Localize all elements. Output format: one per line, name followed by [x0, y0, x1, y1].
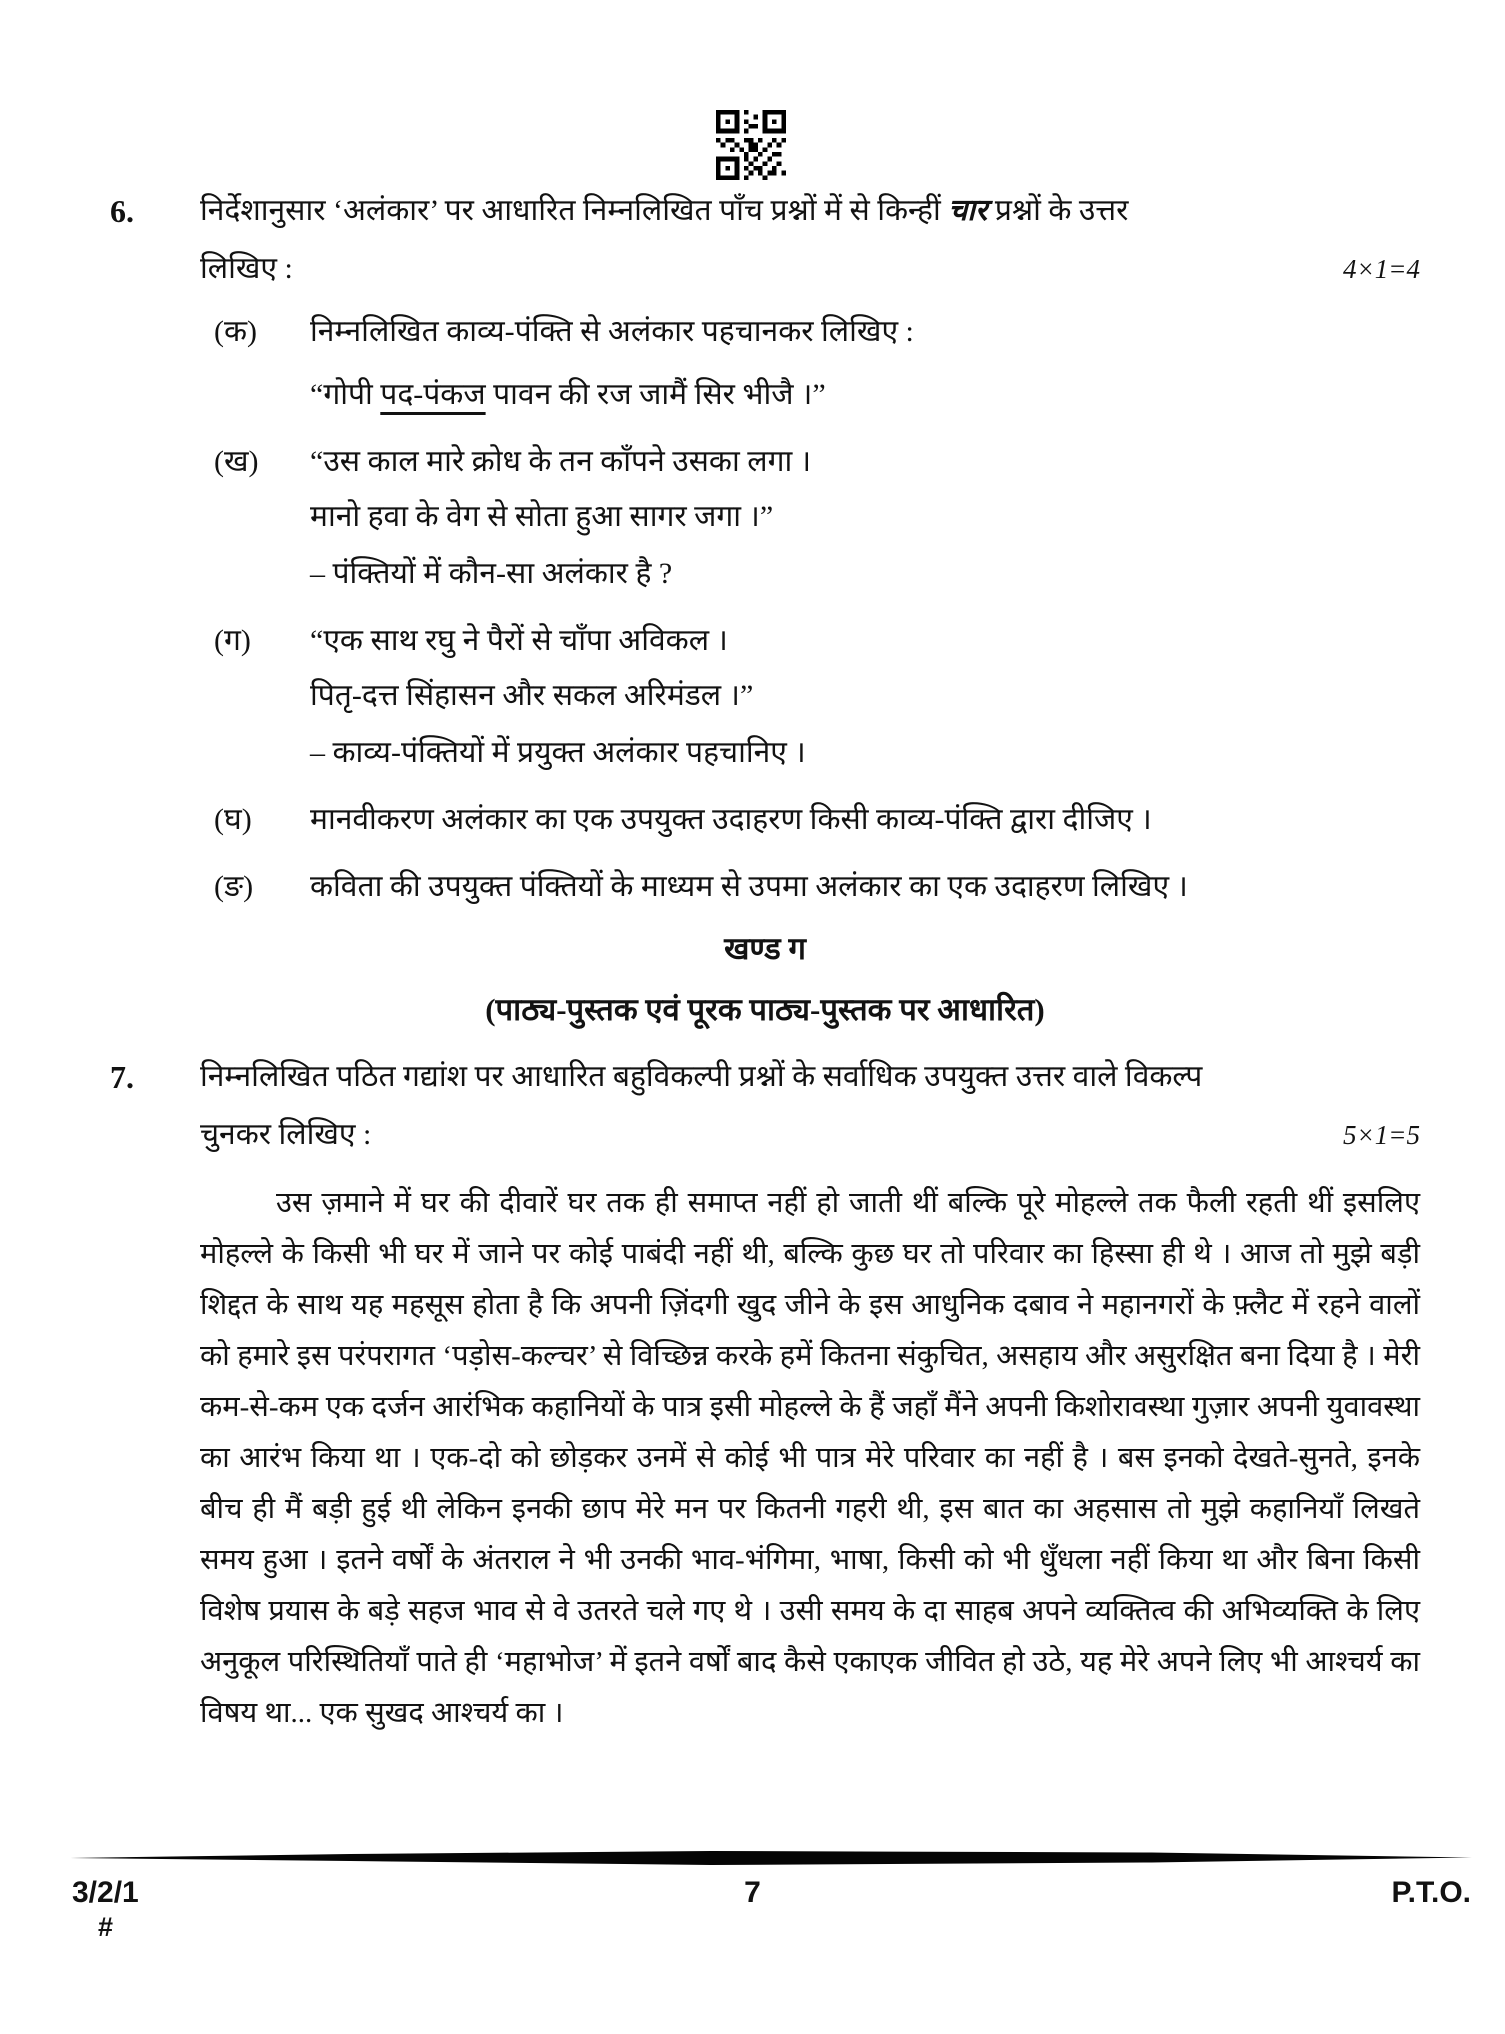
part-nga-prompt: कविता की उपयुक्त पंक्तियों के माध्यम से उपमा अलंकार का एक उदाहरण लिखिए । [310, 870, 1188, 903]
part-ka-prompt: निम्नलिखित काव्य-पंक्ति से अलंकार पहचानकर लिखिए : [310, 315, 914, 348]
question-6-intro-line2: लिखिए : [200, 252, 293, 285]
question-6-marks: 4×1=4 [1343, 254, 1420, 284]
part-gha-label: (घ) [214, 803, 252, 836]
qr-code-icon [714, 110, 788, 180]
question-6-intro-emphasis: चार [948, 194, 988, 227]
part-gha-prompt: मानवीकरण अलंकार का एक उपयुक्त उदाहरण किसी काव्य-पंक्ति द्वारा दीजिए । [310, 803, 1152, 836]
question-6-part-ka [200, 304, 1420, 422]
question-6-number: 6. [110, 193, 134, 229]
part-ka-quote [310, 367, 1420, 422]
footer-pto-label: P.T.O. [1391, 1876, 1471, 1909]
part-ga-quote-line1: “एक साथ रघु ने पैरों से चाँपा अविकल । [310, 624, 728, 657]
question-6-intro-pre: निर्देशानुसार ‘अलंकार’ पर आधारित निम्नलिखित पाँच प्रश्नों में से किन्हीं [200, 194, 949, 227]
part-kha-label: (ख) [214, 445, 259, 478]
part-kha-question: – पंक्तियों में कौन-सा अलंकार है ? [310, 557, 673, 590]
question-6 [110, 182, 1420, 914]
part-ka-quote-pre: “गोपी [310, 378, 381, 411]
page-content [110, 182, 1420, 1739]
question-7-marks: 5×1=5 [1343, 1120, 1420, 1150]
question-7 [110, 1048, 1420, 1164]
part-ga-label: (ग) [214, 624, 251, 657]
part-ka-label: (क) [214, 315, 258, 348]
part-nga-label: (ङ) [214, 870, 254, 903]
question-6-part-kha [200, 434, 1420, 601]
part-ga-question: – काव्य-पंक्तियों में प्रयुक्त अलंकार पहचानिए । [310, 736, 806, 769]
question-6-part-nga [200, 859, 1420, 914]
footer-paper-code: 3/2/1 [72, 1876, 139, 1909]
section-title: खण्ड ग [724, 931, 806, 966]
question-7-passage: उस ज़माने में घर की दीवारें घर तक ही समाप्त नहीं हो जाती थीं बल्कि पूरे मोहल्ले तक फैली रहती थीं इसलिए मोहल्ले के किसी भी घर में जाने पर कोई पाबंदी नहीं थी, बल्कि कुछ घर तो परिवार का हिस्सा ही थे । आज तो मुझे बड़ी शिद्दत के साथ यह महसूस होता है कि अपनी ज़िंदगी खुद जीने के इस आधुनिक दबाव ने महानगरों के फ़्लैट में रहने वालों को हमारे इस परंपरागत ‘पड़ोस-कल्चर’ से विच्छिन्न करके हमें कितना संकुचित, असहाय और असुरक्षित बना दिया है । मेरी कम-से-कम एक दर्जन आरंभिक कहानियों के पात्र इसी मोहल्ले के हैं जहाँ मैंने अपनी किशोरावस्था गुज़ार अपनी युवावस्था का आरंभ किया था । एक-दो को छोड़कर उनमें से कोई भी पात्र मेरे परिवार का नहीं है । बस इनको देखते-सुनते, इनके बीच ही मैं बड़ी हुई थी लेकिन इनकी छाप मेरे मन पर कितनी गहरी थी, इस बात का अहसास तो मुझे कहानियाँ लिखते समय हुआ । इतने वर्षों के अंतराल ने भी उनकी भाव-भंगिमा, भाषा, किसी को भी धुँधला नहीं किया था और बिना किसी विशेष प्रयास के बड़े सहज भाव से वे उतरते चले गए थे । उसी समय के दा साहब अपने व्यक्तित्व की अभिव्यक्ति के लिए अनुकूल परिस्थितियाँ पाते ही ‘महाभोज’ में इतने वर्षों बाद कैसे एकाएक जीवित हो उठे, यह मेरे अपने लिए भी आश्चर्य का विषय था... एक सुखद आश्चर्य का । [200, 1187, 1421, 1729]
part-kha-quote-line2: मानो हवा के वेग से सोता हुआ सागर जगा ।” [310, 500, 774, 533]
part-ka-quote-post: पावन की रज जामैं सिर भीजै ।” [485, 378, 826, 411]
section-subtitle: (पाठ्य-पुस्तक एवं पूरक पाठ्य-पुस्तक पर आधारित) [485, 992, 1045, 1027]
divider-rule [70, 1850, 1472, 1866]
footer-hash-mark: # [98, 1912, 114, 1942]
question-7-intro-line1: निम्नलिखित पठित गद्यांश पर आधारित बहुविकल्पी प्रश्नों के सर्वाधिक उपयुक्त उत्तर वाले विकल्प [200, 1060, 1203, 1093]
question-7-number: 7. [110, 1059, 134, 1095]
part-ka-quote-underlined: पद-पंकज [380, 378, 486, 411]
part-kha-quote-line1: “उस काल मारे क्रोध के तन काँपने उसका लगा । [310, 445, 812, 478]
question-6-part-gha [200, 792, 1420, 847]
footer-page-number: 7 [744, 1876, 761, 1909]
question-7-intro-line2: चुनकर लिखिए : [200, 1118, 372, 1151]
question-6-part-ga [200, 613, 1420, 780]
question-6-intro-post: प्रश्नों के उत्तर [987, 194, 1129, 227]
part-ga-quote-line2: पितृ-दत्त सिंहासन और सकल अरिमंडल ।” [310, 679, 754, 712]
question-6-intro [200, 182, 1420, 240]
